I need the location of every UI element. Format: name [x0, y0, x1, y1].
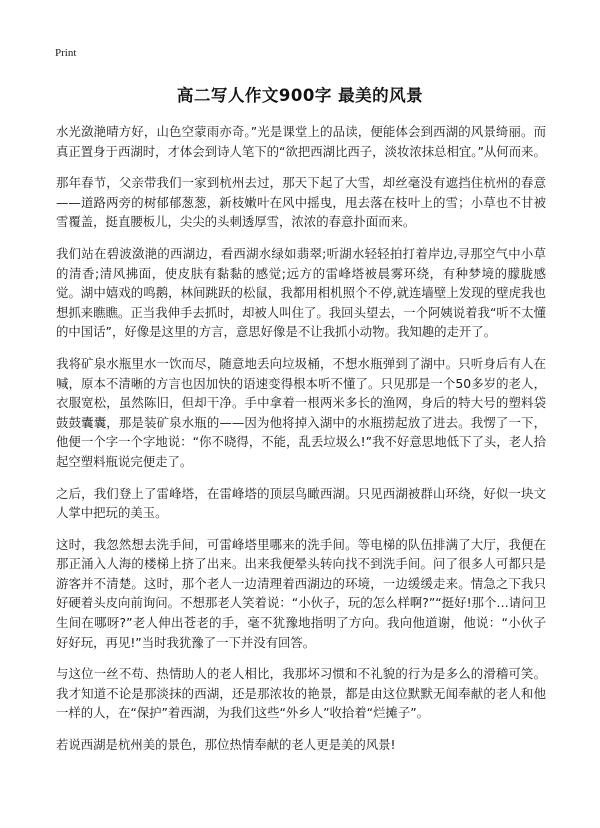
paragraph-6: 这时，我忽然想去洗手间，可雷峰塔里哪来的洗手间。等电梯的队伍排满了大厅，我便在那正涌入人海的楼梯上挤了出来。出来我便晕头转向找不到洗手间。问了很多人可都只是游客并不清楚。这时，那个老人一边清理着西湖边的环境，一边缓缓走来。情急之下我只好硬着头皮向前询问。不想那老人笑着说：“小伙子，玩的怎么样啊?”“挺好!那个…请问卫生间在哪呀?”老人伸出苍老的手，毫不犹豫地指明了方向。我向他道谢，他说：“小伙子好好玩，再见!”当时我犹豫了一下并没有回答。 — [56, 536, 546, 650]
paragraph-4: 我将矿泉水瓶里水一饮而尽，随意地丢向垃圾桶，不想水瓶弹到了湖中。只听身后有人在喊，原本不清晰的方言也因加快的语速变得根本听不懂了。只见那是一个50多岁的老人，衣服宽松，虽然陈旧，但却干净。手中拿着一根两米多长的渔网，身后的特大号的塑料袋鼓鼓囊囊，那是装矿泉水瓶的——因为他将掉入湖中的水瓶捞起放了进去。我愣了一下，他便一个字一个字地说：“你不晓得，不能，乱丢垃圾么!”我不好意思地低下了头，老人拾起空塑料瓶说完便走了。 — [56, 355, 546, 469]
paragraph-2: 那年春节，父亲带我们一家到杭州去过，那天下起了大雪，却丝毫没有遮挡住杭州的春意——道路两旁的树郁郁葱葱，新枝嫩叶在风中摇曳，甩去落在枝叶上的雪；小草也不甘被雪覆盖，挺直腰板儿，尖尖的头刺透厚雪，浓浓的春意扑面而来。 — [56, 175, 546, 230]
paragraph-3: 我们站在碧波潋滟的西湖边，看西湖水绿如翡翠;听湖水轻轻拍打着岸边,寻那空气中小草的清香;清风拂面，使皮肤有黏黏的感觉;远方的雷峰塔被晨雾环绕，有种梦境的朦胧感觉。湖中嬉戏的鸣鹅，林间跳跃的松鼠，我都用相机照个不停,就连墙壁上发现的壁虎我也想抓来瞧瞧。正当我伸手去抓时，却被人叫住了。我回头望去，一个阿姨说着我“听不太懂的中国话”，好像是这里的方言，意思好像是不让我抓小动物。我知趣的走开了。 — [56, 245, 546, 340]
article-body — [56, 122, 546, 767]
print-link[interactable]: Print — [55, 47, 77, 59]
paragraph-1: 水光潋滟晴方好，山色空蒙雨亦奇。”光是课堂上的品读，便能体会到西湖的风景绮丽。而真正置身于西湖时，才体会到诗人笔下的“欲把西湖比西子，淡妆浓抹总相宜。”从何而来。 — [56, 124, 546, 159]
page-title: 高二写人作文900字 最美的风景 — [176, 86, 424, 105]
paragraph-5: 之后，我们登上了雷峰塔，在雷峰塔的顶层鸟瞰西湖。只见西湖被群山环绕，好似一块文人掌中把玩的美玉。 — [56, 485, 546, 521]
paragraph-8: 若说西湖是杭州美的景色，那位热情奉献的老人更是美的风景! — [56, 737, 396, 753]
paragraph-7: 与这位一丝不苟、热情助人的老人相比，我那坏习惯和不礼貌的行为是多么的滑稽可笑。我才知道不论是那淡抹的西湖，还是那浓妆的艳景，都是由这位默默无闻奉献的老人和他一样的人，在“保护”着西湖，为我们这些“外乡人”收拾着“烂摊子”。 — [56, 666, 546, 721]
